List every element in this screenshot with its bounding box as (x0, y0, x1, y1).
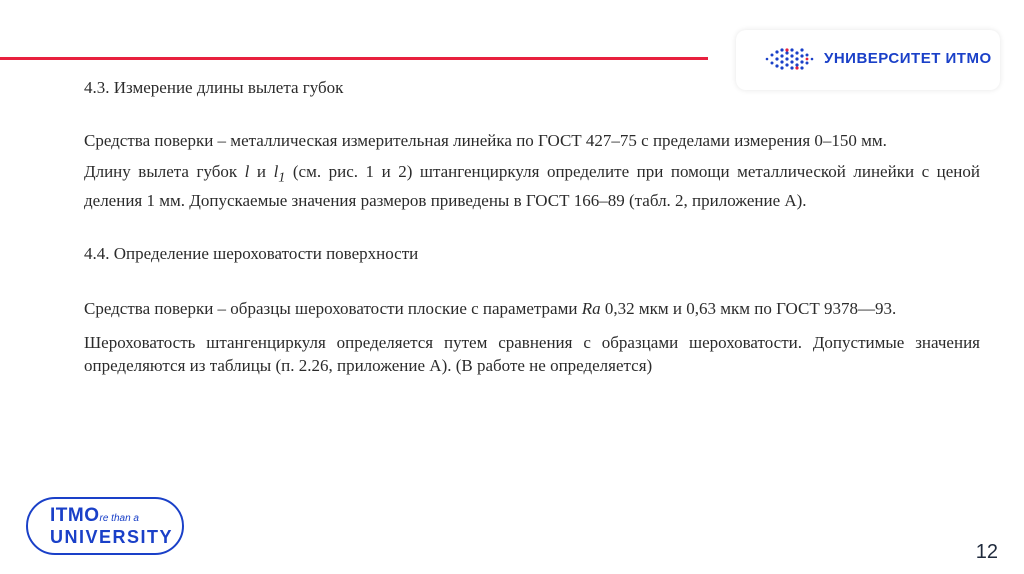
header-accent-line (0, 57, 708, 60)
paragraph-roughness-samples: Средства поверки – образцы шероховатости плоские с параметрами Ra 0,32 мкм и 0,63 мкм по ГОСТ 9378—93. (84, 299, 897, 319)
section-heading-4-3: 4.3. Измерение длины вылета губок (84, 78, 344, 97)
slide-content (84, 76, 980, 377)
symbol-l1: $l_1$ (273, 162, 286, 186)
brand-name: УНИВЕРСИТЕТ ИТМО (824, 50, 992, 67)
symbol-ra: Ra (581, 299, 601, 319)
page-number: 12 (975, 541, 998, 563)
itmo-more-than-university-logo: ITMOre than a UNIVERSITY (26, 497, 184, 555)
section-heading-4-4: 4.4. Определение шероховатости поверхности (84, 244, 419, 264)
paragraph-jaw-length: Длину вылета губок l и $l_1$ (см. рис. 1 и 2) штангенциркуля определите при помощи металлической линейки с ценой деления 1 мм. Допускаемые значения размеров приведены в ГОСТ 166–89 (табл. 2, приложение А). (84, 162, 980, 211)
paragraph-measuring-tools: Средства поверки – металлическая измерительная линейка по ГОСТ 427–75 с пределами измерения 0–150 мм. (84, 131, 887, 150)
itmo-dots-icon (764, 47, 820, 71)
paragraph-roughness-comparison: Шероховатость штангенциркуля определяется путем сравнения с образцами шероховатости. Допустимые значения определяются из таблицы (п. 2.26, приложение А). (В работе не определяется) (84, 333, 980, 376)
symbol-l: l (244, 162, 250, 181)
